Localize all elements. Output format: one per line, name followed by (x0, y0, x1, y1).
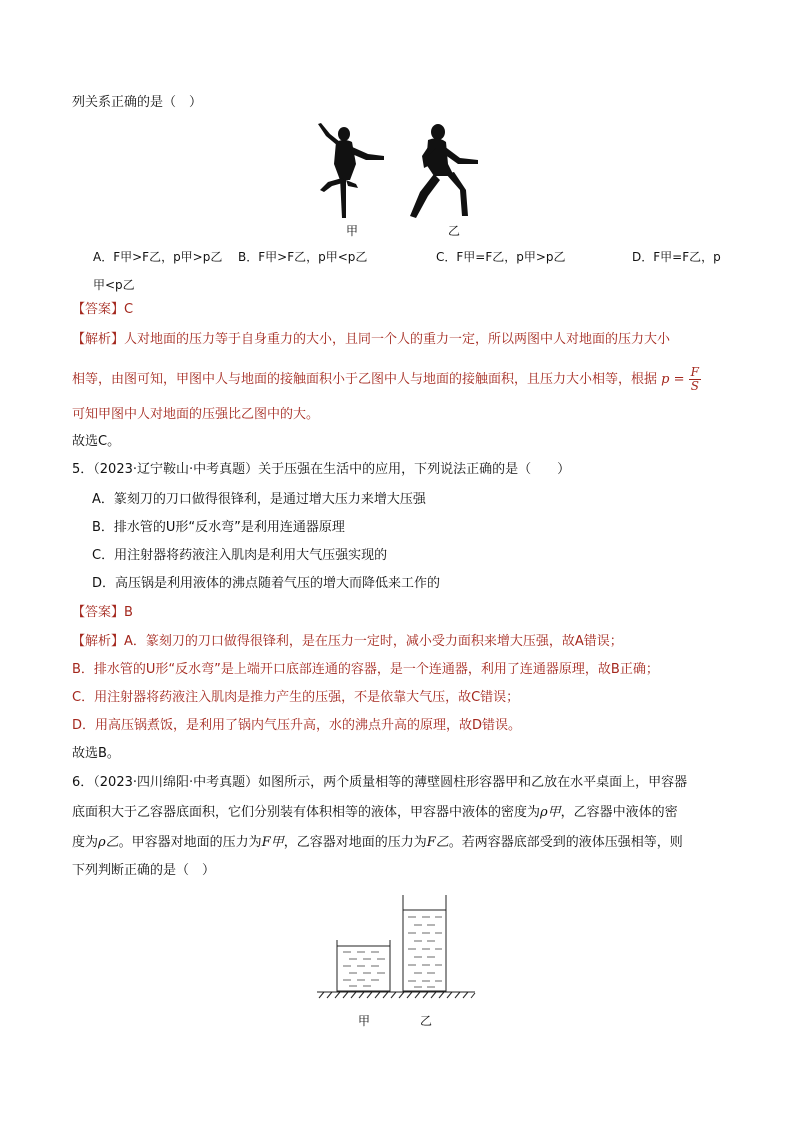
q6-stem-line-3 (72, 833, 683, 853)
q5-analysis-line-3: C．用注射器将药液注入肌肉是推力产生的压强，不是依靠大气压，故C错误； (72, 690, 520, 705)
containers-figure (315, 890, 480, 1005)
q4-option-d-wrap: 甲<p乙 (93, 278, 135, 292)
q4-analysis-line-3: 可知甲图中人对地面的压强比乙图中的大。 (72, 407, 320, 422)
container-label-jia: 甲 (358, 1014, 371, 1028)
q5-option-b: B．排水管的U形“反水弯”是利用连通器原理 (92, 520, 345, 535)
formula-p: p = (661, 372, 685, 387)
q6-stem-line-2 (72, 803, 678, 823)
q5-analysis-line-2: B．排水管的U形“反水弯”是上端开口底部连通的容器，是一个连通器，利用了连通器原理，故B正确； (72, 662, 659, 677)
q6-stem-line-1: 6．（2023·四川绵阳·中考真题）如图所示，两个质量相等的薄壁圆柱形容器甲和乙放在水平桌面上，甲容器 (72, 775, 688, 790)
q4-option-c: C．F甲=F乙，p甲>p乙 (436, 250, 566, 264)
q6-stem-line-4: 下列判断正确的是（ ） (72, 863, 216, 878)
container-label-yi: 乙 (420, 1014, 433, 1028)
q4-analysis-text-2: 相等，由图可知，甲图中人与地面的接触面积小于乙图中人与地面的接触面积，且压力大小相等，根据 (72, 372, 658, 387)
q4-analysis-line-2 (72, 366, 701, 393)
tai-chi-figure (310, 120, 485, 225)
force-yi: F乙 (426, 835, 449, 850)
container-yi (403, 895, 446, 991)
figure-jia-silhouette (318, 123, 384, 218)
q4-conclusion: 故选C。 (72, 434, 121, 449)
q4-option-a: A．F甲>F乙，p甲>p乙 (93, 250, 223, 264)
q6-stem-2a: 底面积大于乙容器底面积，它们分别装有体积相等的液体，甲容器中液体的密度为 (72, 805, 541, 820)
rho-jia: ρ甲 (540, 805, 561, 820)
q5-option-d: D．高压锅是利用液体的沸点随着气压的增大而降低来工作的 (92, 576, 441, 591)
q6-stem-3d: 。若两容器底部受到的液体压强相等，则 (448, 835, 683, 850)
container-jia (337, 940, 390, 991)
figure-label-yi: 乙 (448, 224, 461, 238)
q4-answer: 【答案】C (72, 302, 134, 317)
formula-fraction (689, 366, 701, 393)
liquid-lines-yi (408, 917, 442, 987)
q5-stem: 5．（2023·辽宁鞍山·中考真题）关于压强在生活中的应用，下列说法正确的是（ ） (72, 462, 571, 477)
q6-stem-3a: 度为 (72, 835, 99, 850)
figure-label-jia: 甲 (346, 224, 359, 238)
q5-analysis-line-4: D．用高压锅煮饭，是利用了锅内气压升高，水的沸点升高的原理，故D错误。 (72, 718, 522, 733)
q6-stem-3c: ，乙容器对地面的压力为 (283, 835, 427, 850)
liquid-lines-jia (343, 952, 385, 986)
q5-option-a: A．篆刻刀的刀口做得很锋利，是通过增大压力来增大压强 (92, 492, 426, 507)
q6-stem-2b: ，乙容器中液体的密 (560, 805, 678, 820)
force-jia: F甲 (261, 835, 284, 850)
figure-yi-silhouette (410, 124, 478, 218)
q6-stem-3b: 。甲容器对地面的压力为 (118, 835, 262, 850)
q4-option-b: B．F甲>F乙，p甲<p乙 (238, 250, 368, 264)
formula-numerator: F (690, 365, 699, 379)
q5-analysis-line-1: 【解析】A．篆刻刀的刀口做得很锋利，是在压力一定时，减小受力面积来增大压强，故A错误； (72, 634, 623, 649)
ground-surface (317, 992, 475, 998)
q5-answer: 【答案】B (72, 605, 133, 620)
q5-option-c: C．用注射器将药液注入肌肉是利用大气压强实现的 (92, 548, 388, 563)
q4-analysis-line-1: 【解析】人对地面的压力等于自身重力的大小，且同一个人的重力一定，所以两图中人对地面的压力大小 (72, 332, 671, 347)
q5-conclusion: 故选B。 (72, 746, 120, 761)
q4-stem-tail: 列关系正确的是（ ） (72, 95, 203, 110)
formula-denominator: S (690, 379, 699, 393)
rho-yi: ρ乙 (98, 835, 119, 850)
q4-option-d: D．F甲=F乙，p (632, 250, 721, 264)
